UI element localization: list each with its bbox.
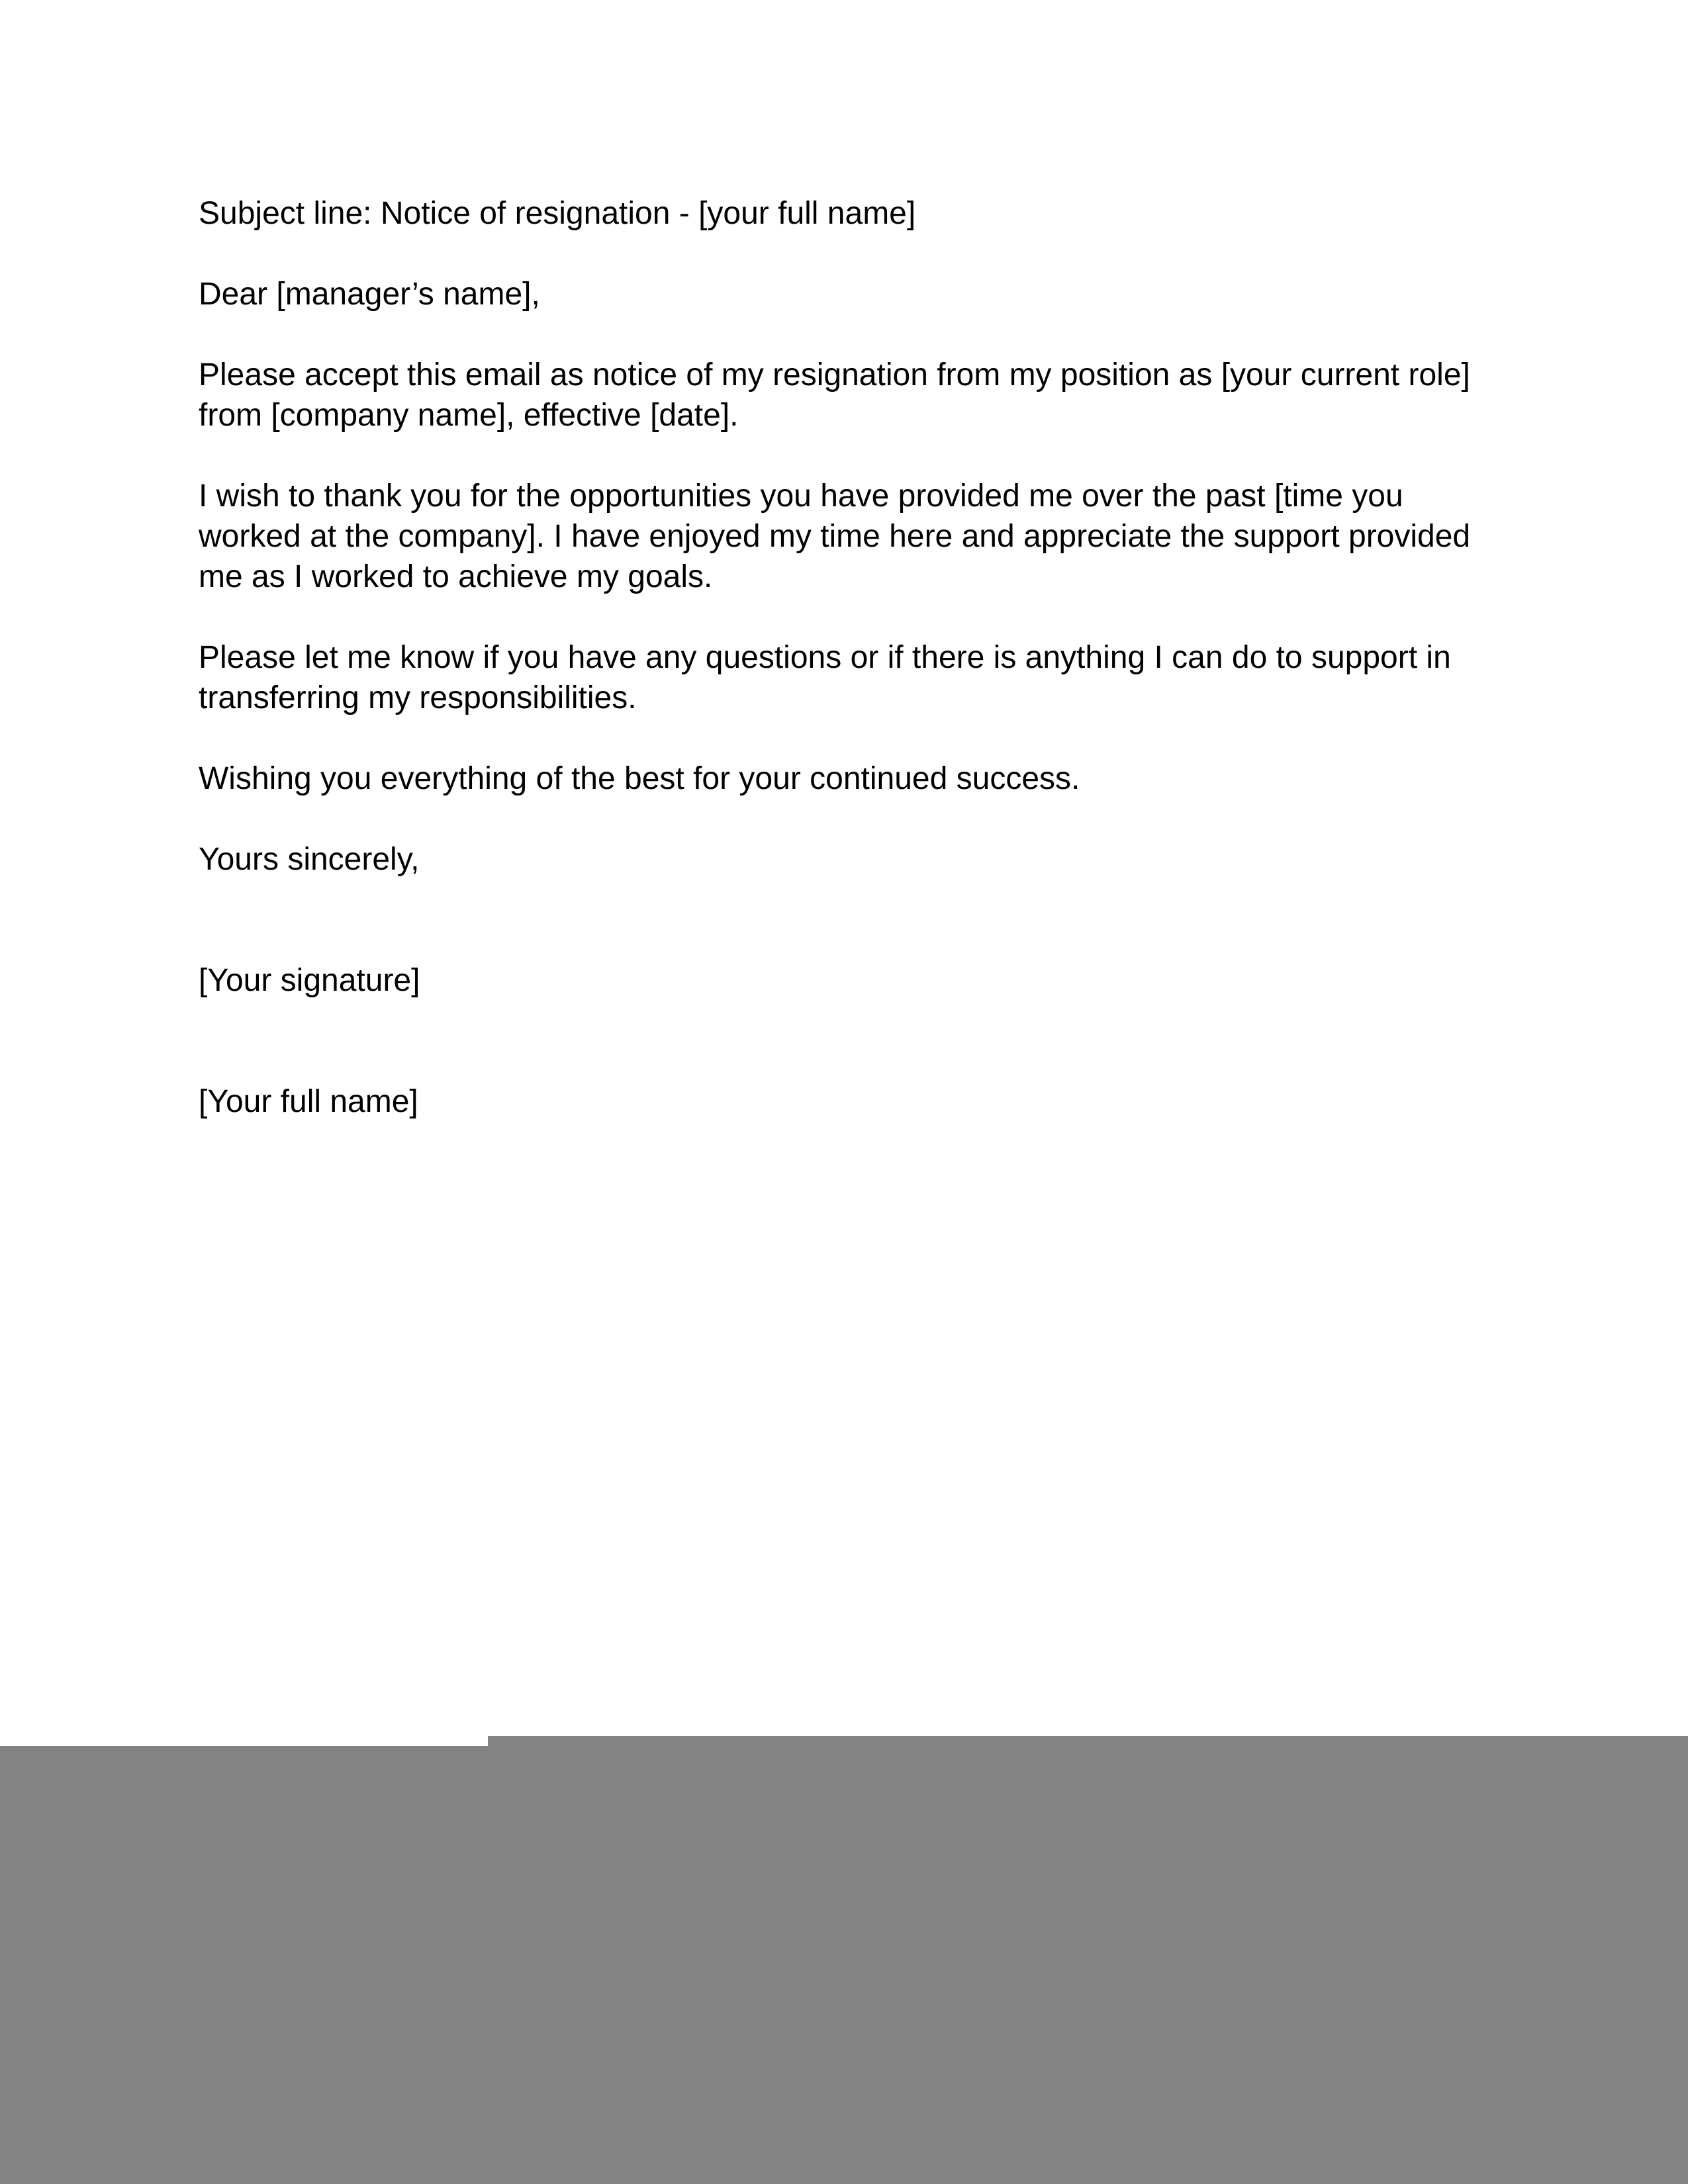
- redaction-block-left: [0, 1746, 488, 2184]
- greeting: Dear [manager’s name],: [199, 277, 540, 312]
- paragraph-well-wishes: Wishing you everything of the best for your continued success.: [199, 761, 1080, 796]
- paragraph-thanks: I wish to thank you for the opportunities you have provided me over the past [time you worked at the company]. I have enjoyed my time here and appreciate the support provided me as I worked to achieve my goals.: [199, 478, 1471, 594]
- paragraph-support-offer: Please let me know if you have any questions or if there is anything I can do to support in transferring my responsibilities.: [199, 640, 1451, 715]
- redaction-block-right: [488, 1736, 1688, 2184]
- paragraph-resignation-notice: Please accept this email as notice of my resignation from my position as [your current role] from [company name], effective [date].: [199, 357, 1470, 433]
- full-name-placeholder: [Your full name]: [199, 1084, 418, 1119]
- closing: Yours sincerely,: [199, 842, 420, 877]
- letter-body: [199, 193, 1509, 1122]
- subject-line: Subject line: Notice of resignation - [your full name]: [199, 196, 916, 231]
- signature-placeholder: [Your signature]: [199, 963, 420, 998]
